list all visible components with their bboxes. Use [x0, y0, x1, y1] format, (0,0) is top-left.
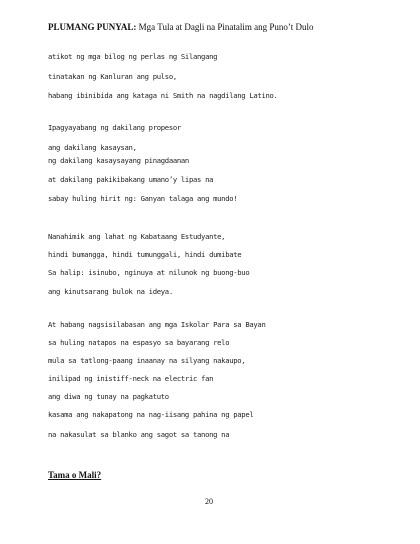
poem-line: sa huling natapos na espasyo sa bayarang relo — [48, 338, 230, 347]
poem-line: tinatakan ng Kanluran ang pulso, — [48, 72, 177, 81]
poem-line: kasama ang nakapatong na nag-iisang pahina ng papel — [48, 410, 254, 419]
poem-line: ng dakilang kasaysayang pinagdaanan — [48, 156, 189, 165]
poem-line: Ipagyayabang ng dakilang propesor — [48, 123, 181, 132]
page-header — [48, 22, 314, 32]
header-book-title: PLUMANG PUNYAL: — [48, 22, 137, 32]
poem-line: at dakilang pakikibakang umano’y lipas na — [48, 175, 214, 184]
poem-line: ang dakilang kasaysan, — [48, 143, 137, 152]
poem-line: Sa halip: isinubo, nginuya at nilunok ng buong-buo — [48, 268, 250, 277]
section-subheading: Tama o Mali? — [48, 470, 102, 480]
poem-line: habang ibinibida ang kataga ni Smith na nagdilang Latino. — [48, 91, 278, 100]
poem-line: At habang nagsisilabasan ang mga Iskolar Para sa Bayan — [48, 320, 266, 329]
poem-line: inilipad ng inistiff-neck na electric fan — [48, 374, 214, 383]
poem-line: ang kinutsarang bulok na ideya. — [48, 287, 173, 296]
poem-line: hindi bumangga, hindi tumunggali, hindi dumibate — [48, 250, 242, 259]
page-number: 20 — [205, 497, 213, 506]
poem-line: Nanahimik ang lahat ng Kabataang Estudyante, — [48, 232, 226, 241]
poem-line: atikot ng mga bilog ng perlas ng Silangang — [48, 52, 218, 61]
poem-line: mula sa tatlong-paang inaanay na silyang nakaupo, — [48, 356, 246, 365]
header-subtitle: Mga Tula at Dagli na Pinatalim ang Puno’t Dulo — [136, 22, 314, 32]
poem-line: ang diwa ng tunay na pagkatuto — [48, 392, 169, 401]
poem-line: sabay huling hirit ng: Ganyan talaga ang mundo! — [48, 194, 238, 203]
poem-line: na nakasulat sa blanko ang sagot sa tanong na — [48, 430, 230, 439]
